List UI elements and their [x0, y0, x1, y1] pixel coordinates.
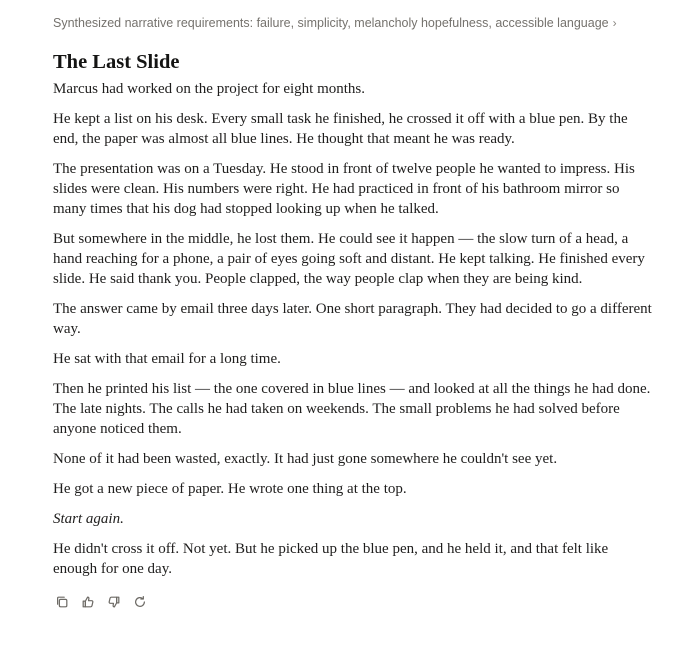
copy-button[interactable] [53, 593, 71, 611]
story-paragraph: The answer came by email three days later. One short paragraph. They had decided to go a different way. [53, 301, 652, 337]
copy-icon [55, 595, 69, 609]
story-paragraph: The presentation was on a Tuesday. He stood in front of twelve people he wanted to impress. His slides were clean. His numbers were right. He had practiced in front of his bathroom mirror so many times that his dog had stopped looking up when he talked. [53, 161, 635, 217]
thinking-summary-toggle[interactable] [53, 14, 617, 32]
story-paragraph: He didn't cross it off. Not yet. But he picked up the blue pen, and he held it, and that felt like enough for one day. [53, 541, 609, 577]
thinking-summary-text: Synthesized narrative requirements: failure, simplicity, melancholy hopefulness, accessible language [53, 16, 609, 30]
chevron-right-icon: › [612, 16, 617, 30]
story-title: The Last Slide [53, 51, 180, 73]
story-paragraph: But somewhere in the middle, he lost them. He could see it happen — the slow turn of a head, a hand reaching for a phone, a pair of eyes going soft and distant. He kept talking. He finished every slide. He said thank you. People clapped, the way people clap when they are being kind. [53, 231, 645, 287]
story-paragraph: He got a new piece of paper. He wrote one thing at the top. [53, 481, 407, 497]
story-paragraph: Marcus had worked on the project for eight months. [53, 81, 366, 97]
retry-icon [133, 595, 147, 609]
thumbs-up-icon [81, 595, 95, 609]
story-paragraph: He kept a list on his desk. Every small task he finished, he crossed it off with a blue pen. By the end, the paper was almost all blue lines. He thought that meant he was ready. [53, 111, 628, 147]
thumbs-up-button[interactable] [79, 593, 97, 611]
retry-button[interactable] [131, 593, 149, 611]
message-actions [53, 593, 653, 611]
story-paragraph: None of it had been wasted, exactly. It had just gone somewhere he couldn't see yet. [53, 451, 558, 467]
story-paragraph: He sat with that email for a long time. [53, 351, 281, 367]
story-paragraph-emphasis: Start again. [53, 511, 124, 527]
thumbs-down-icon [107, 595, 121, 609]
assistant-message [53, 14, 653, 611]
thumbs-down-button[interactable] [105, 593, 123, 611]
story-paragraph: Then he printed his list — the one covered in blue lines — and looked at all the things he had done. The late nights. The calls he had taken on weekends. The small problems he had solved before anyone noticed them. [53, 381, 651, 437]
